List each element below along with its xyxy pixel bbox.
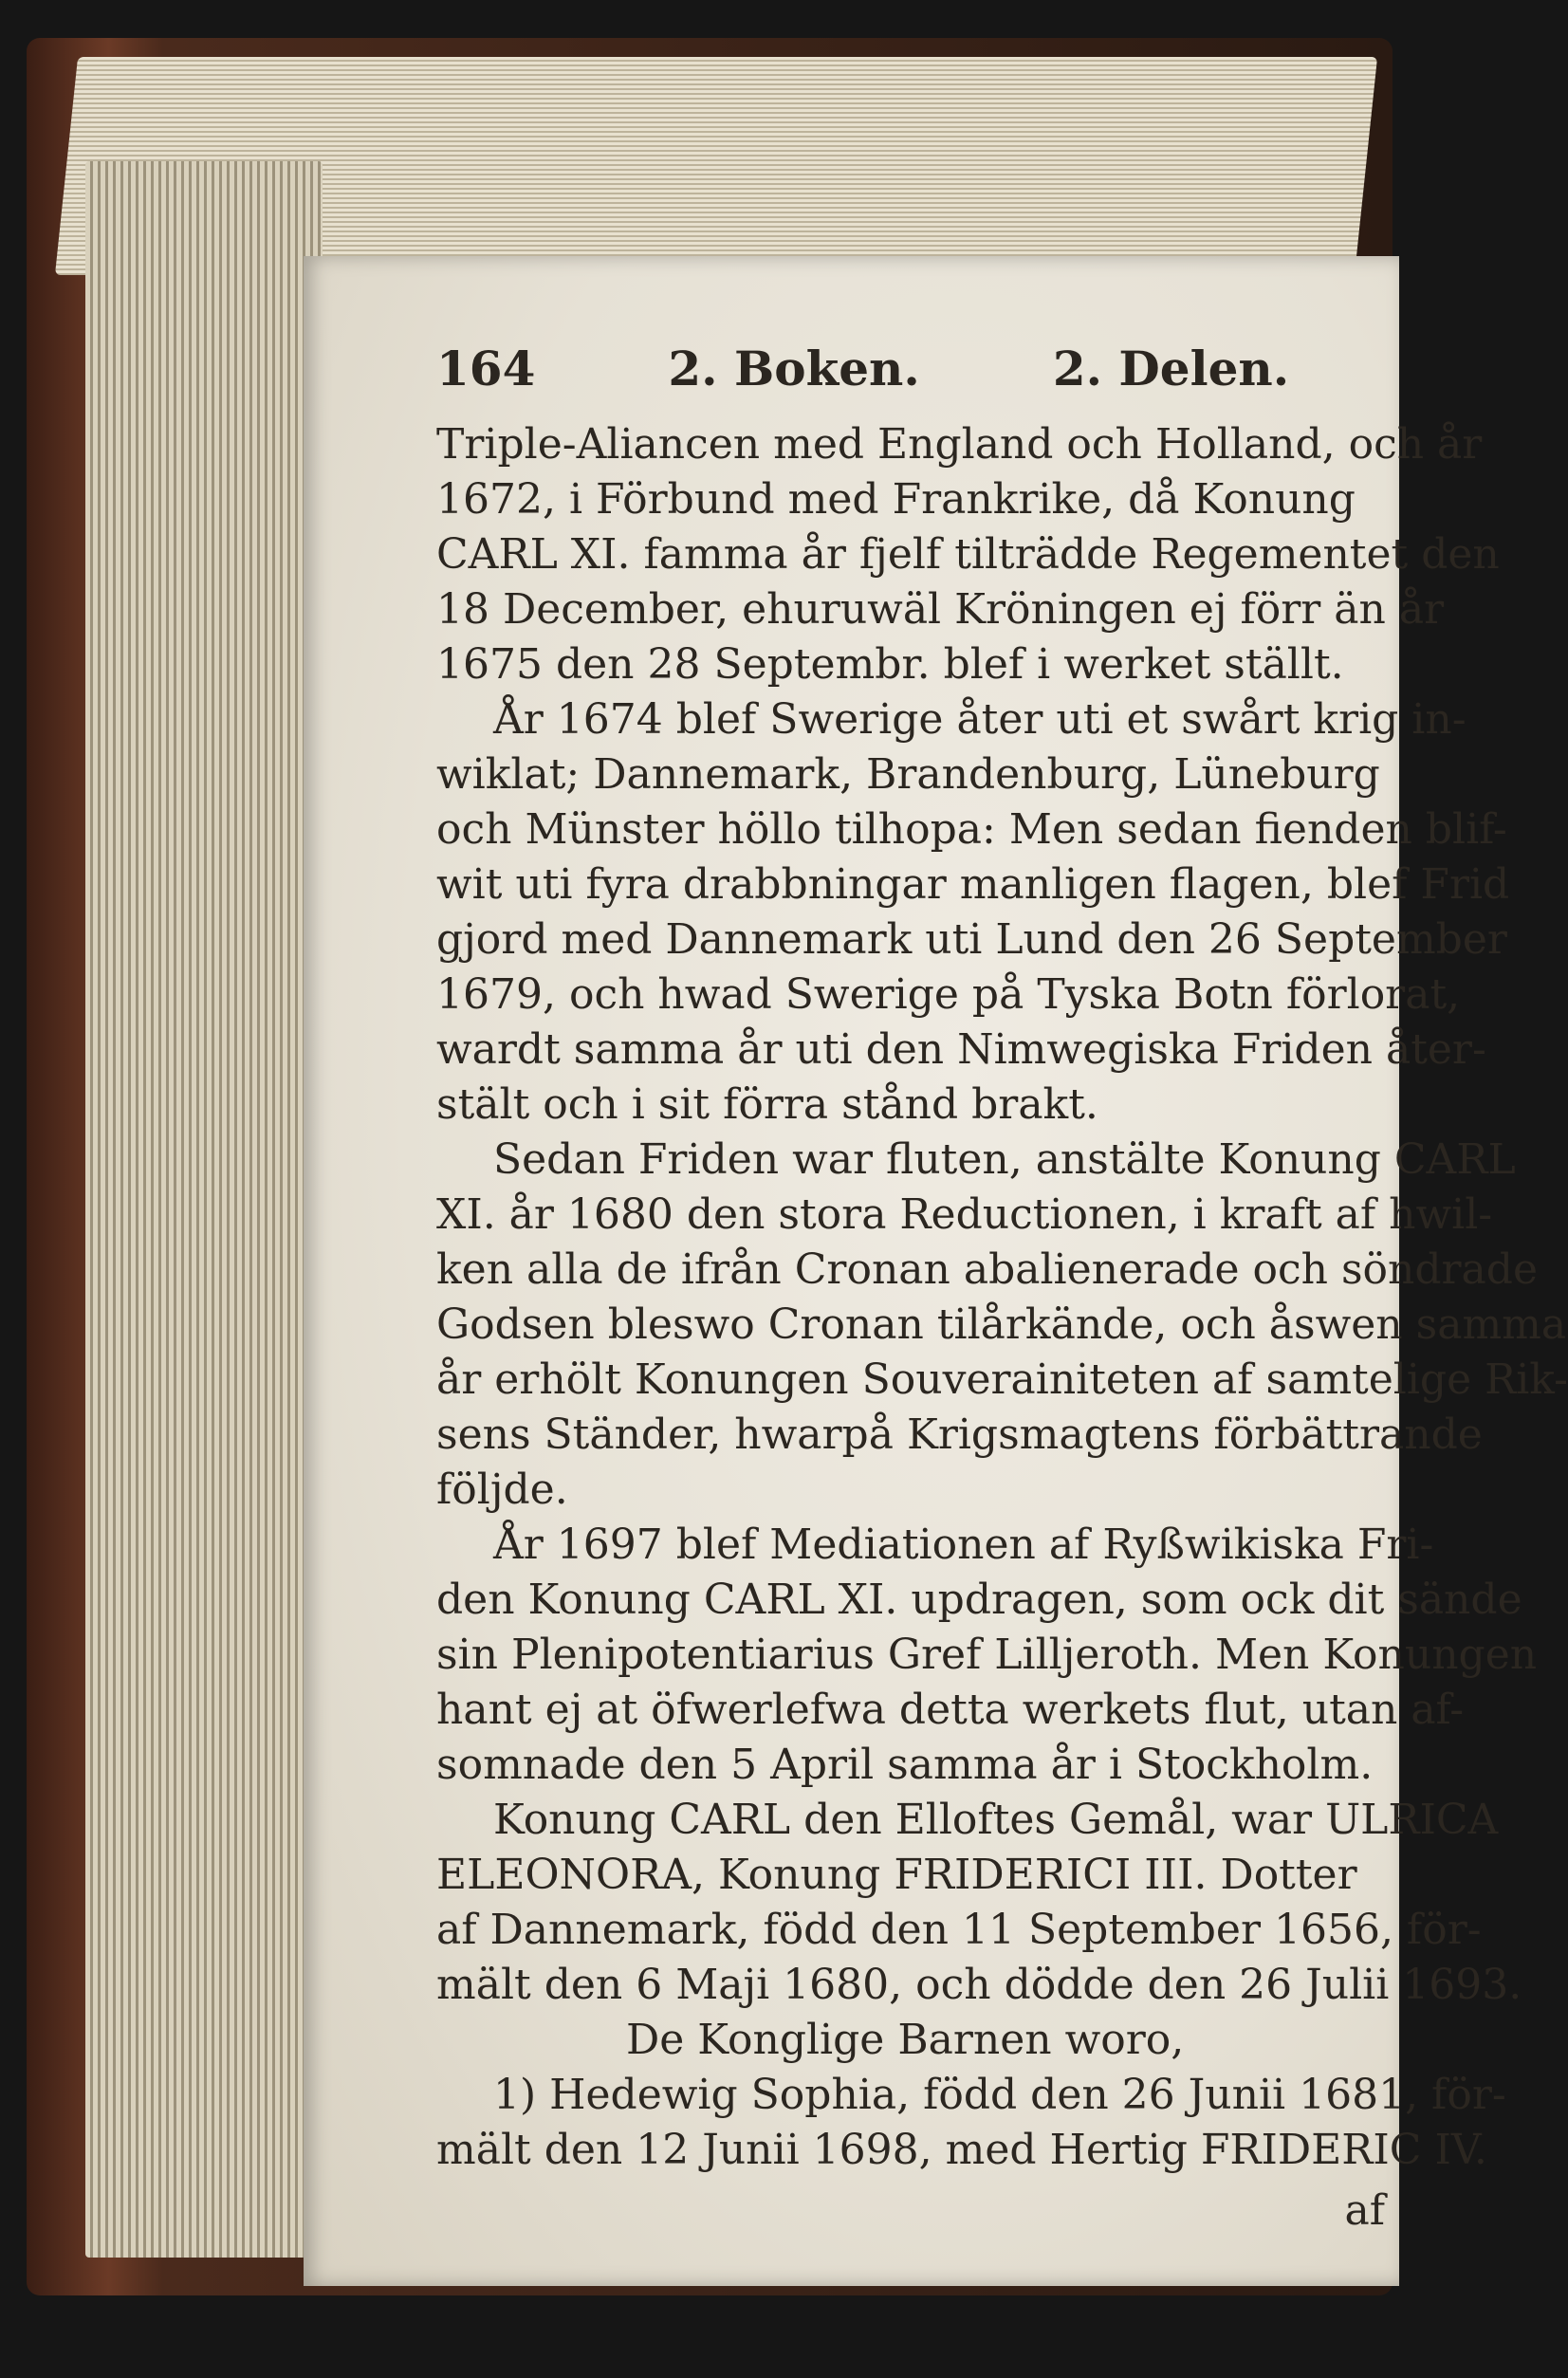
text-line: År 1697 blef Mediationen af Ryßwikiska Fri- [493, 1521, 1434, 1569]
book-page [304, 256, 1568, 2286]
part-label: 2. Delen. [1052, 341, 1290, 396]
running-head [436, 341, 1385, 396]
text-line: CARL XI. famma år fjelf tilträdde Regementet den [436, 530, 1500, 579]
text-line: Konung CARL den Elloftes Gemål, war ULRICA [493, 1796, 1499, 1844]
page-number: 164 [436, 341, 536, 396]
text-line: mält den 6 Maji 1680, och dödde den 26 Julii 1693. [436, 1961, 1522, 2009]
text-line: år erhölt Konungen Souverainiteten af samtelige Rik- [436, 1355, 1568, 1404]
text-line: XI. år 1680 den stora Reductionen, i kraft af hwil- [436, 1190, 1493, 1239]
text-line: och Münster höllo tilhopa: Men sedan fienden blif- [436, 805, 1507, 854]
text-line: af Dannemark, född den 11 September 1656, för- [436, 1906, 1482, 1954]
text-line: ken alla de ifrån Cronan abalienerade och söndrade [436, 1245, 1538, 1294]
text-line: sens Ständer, hwarpå Krigsmagtens förbättrande [436, 1410, 1483, 1459]
text-line: stält och i sit förra stånd brakt. [436, 1080, 1098, 1129]
text-line: 18 December, ehuruwäl Kröningen ej förr än år [436, 585, 1445, 634]
text-line: 1) Hedewig Sophia, född den 26 Junii 1681, för- [493, 2071, 1506, 2119]
text-line: Sedan Friden war fluten, anstälte Konung CARL [493, 1135, 1516, 1184]
text-line: 1679, och hwad Swerige på Tyska Botn förlorat, [436, 970, 1461, 1019]
text-line: ELEONORA, Konung FRIDERICI III. Dotter [436, 1851, 1357, 1899]
text-line: wardt samma år uti den Nimwegiska Friden åter- [436, 1025, 1486, 1074]
text-line: mält den 12 Junii 1698, med Hertig FRIDERIC IV. [436, 2126, 1487, 2174]
text-line: följde. [436, 1466, 568, 1514]
text-line: gjord med Dannemark uti Lund den 26 September [436, 915, 1507, 964]
text-line: År 1674 blef Swerige åter uti et swårt krig in- [493, 695, 1467, 744]
text-line: wit uti fyra drabbningar manligen flagen, blef Frid [436, 860, 1510, 909]
text-line: somnade den 5 April samma år i Stockholm. [436, 1741, 1374, 1789]
text-line: hant ej at öfwerlefwa detta werkets flut, utan af- [436, 1686, 1465, 1734]
text-line: 1672, i Förbund med Frankrike, då Konung [436, 475, 1356, 524]
text-line: sin Plenipotentiarius Gref Lilljeroth. Men Konungen [436, 1631, 1538, 1679]
text-line: De Konglige Barnen woro, [626, 2016, 1185, 2064]
text-line: den Konung CARL XI. updragen, som ock dit sände [436, 1576, 1522, 1624]
catchword: af [1344, 2186, 1385, 2235]
text-line: Triple-Aliancen med England och Holland, och år [436, 420, 1483, 469]
page-content [436, 341, 1568, 2239]
book-label: 2. Boken. [668, 341, 920, 396]
text-line: 1675 den 28 Septembr. blef i werket ställt. [436, 640, 1344, 689]
page-edges-side [85, 161, 323, 2258]
text-line: wiklat; Dannemark, Brandenburg, Lüneburg [436, 750, 1380, 799]
text-line: Godsen bleswo Cronan tilårkände, och åswen samma [436, 1300, 1567, 1349]
